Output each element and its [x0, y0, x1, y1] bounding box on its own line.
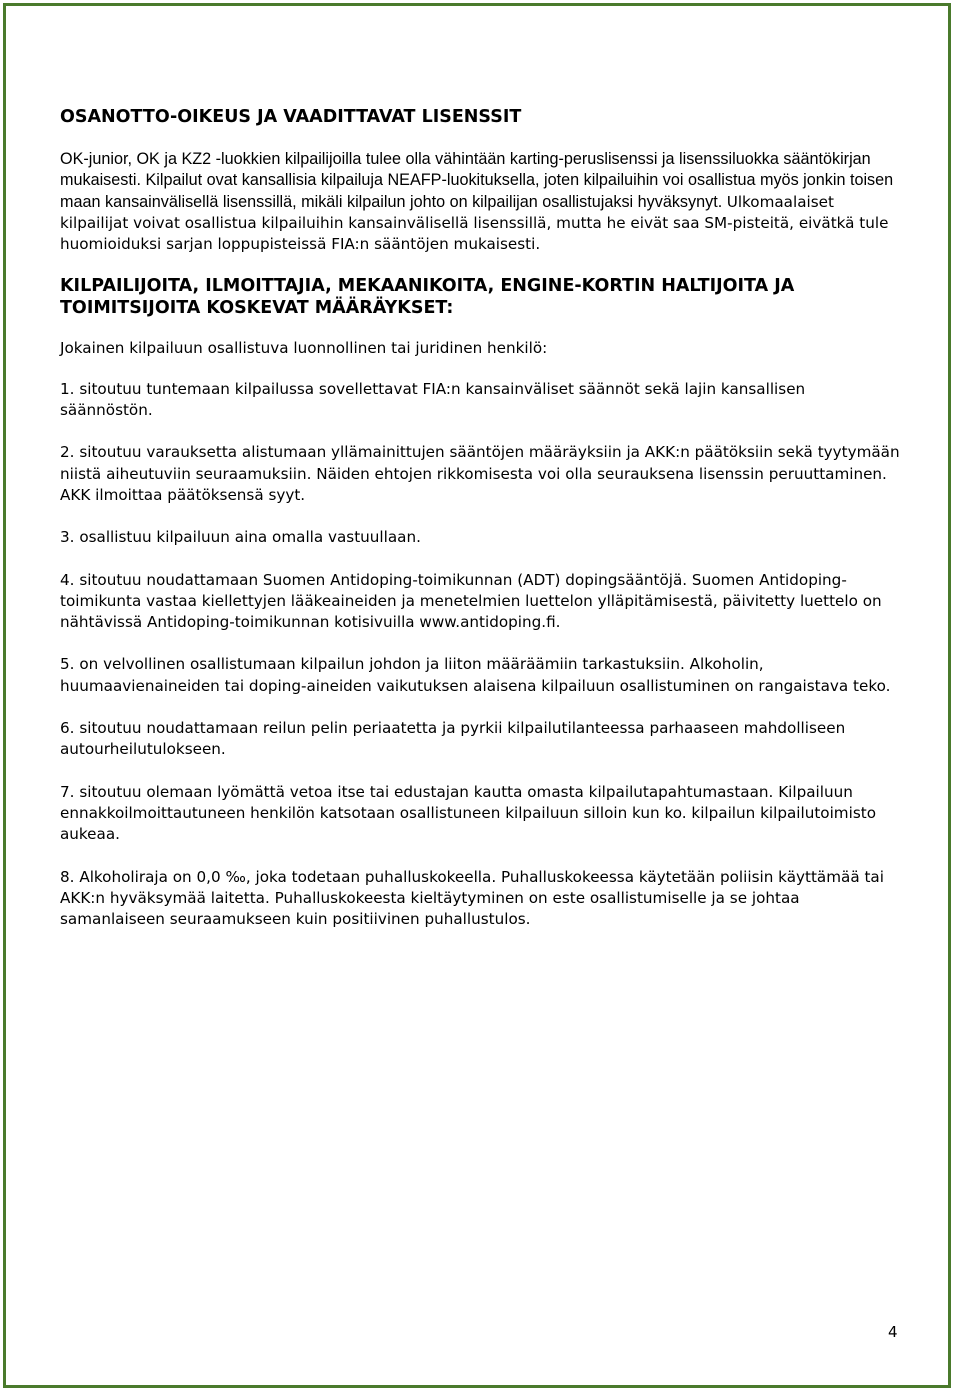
regulation-item-4: 4. sitoutuu noudattamaan Suomen Antidoping-toimikunnan (ADT) dopingsääntöjä. Suomen Antidoping-toimikunta vastaa kiellettyjen lääkeaineiden ja menetelmien luettelon ylläpitämisestä, päivitetty luettelo on nähtävissä Antidoping-toimikunnan kotisivuilla www.antidoping.fi.	[60, 570, 882, 632]
regulation-item-5: 5. on velvollinen osallistumaan kilpailun johdon ja liiton määräämiin tarkastuksiin. Alkoholin, huumaavienaineiden tai doping-aineiden vaikutuksen alaisena kilpailuun osallistuminen on rangaistava teko.	[60, 655, 891, 695]
page-number: 4	[888, 1323, 898, 1341]
eligibility-text-b: Ulkomaalaiset kilpailijat voivat osallistua kilpailuihin kansainvälisellä lisenssillä, mutta he eivät saa SM-pisteitä, eivätkä tule huomioiduksi sarjan loppupisteissä FIA:n sääntöjen mukaisesti.	[60, 192, 889, 254]
regulation-item-1: 1. sitoutuu tuntemaan kilpailussa sovellettavat FIA:n kansainväliset säännöt sekä lajin kansallisen säännöstön.	[60, 379, 806, 420]
regulation-item-3: 3. osallistuu kilpailuun aina omalla vastuullaan.	[60, 528, 421, 547]
section-heading-regulations: KILPAILIJOITA, ILMOITTAJIA, MEKAANIKOITA, ENGINE-KORTIN HALTIJOITA JA TOIMITSIJOITA KOSKEVAT MÄÄRÄYKSET:	[60, 276, 795, 319]
regulation-item-8: 8. Alkoholiraja on 0,0 ‰, joka todetaan puhalluskokeella. Puhalluskokeessa käytetään poliisin käyttämää tai AKK:n hyväksymää laitetta. Puhalluskokeesta kieltäytyminen on este osallistumiselle ja se johtaa samanlaiseen seuraamukseen kuin positiivinen puhallustulos.	[60, 867, 884, 929]
regulations-intro: Jokainen kilpailuun osallistuva luonnollinen tai juridinen henkilö:	[60, 339, 548, 358]
eligibility-text-a: OK-junior, OK ja KZ2 -luokkien kilpailijoilla tulee olla vähintään karting-peruslisenssi ja lisenssiluokka sääntökirjan mukaisesti. Kilpailut ovat kansallisia kilpailuja NEAFP-luokituksella, joten kilpailuihin voi osallistua myös jonkin toisen maan kansainvälisellä lisenssillä, mikäli kilpailun johto on kilpailijan osallistujaksi hyväksynyt.	[60, 150, 894, 211]
eligibility-paragraph	[60, 149, 900, 255]
regulation-item-2: 2. sitoutuu varauksetta alistumaan yllämainittujen sääntöjen määräyksiin ja AKK:n päätöksiin sekä tyytymään niistä aiheutuviin seuraamuksiin. Näiden ehtojen rikkomisesta voi olla seurauksena lisenssin peruuttaminen. AKK ilmoittaa päätöksensä syyt.	[60, 443, 900, 504]
section-heading-eligibility: OSANOTTO-OIKEUS JA VAADITTAVAT LISENSSIT	[60, 107, 522, 127]
regulation-item-6: 6. sitoutuu noudattamaan reilun pelin periaatetta ja pyrkii kilpailutilanteessa parhaaseen mahdolliseen autourheilutulokseen.	[60, 719, 846, 759]
regulation-item-7: 7. sitoutuu olemaan lyömättä vetoa itse tai edustajan kautta omasta kilpailutapahtumastaan. Kilpailuun ennakkoilmoittautuneen henkilön katsotaan osallistuneen kilpailuun silloin kun ko. kilpailun kilpailutoimisto aukeaa.	[60, 782, 876, 844]
document-body	[60, 106, 900, 951]
